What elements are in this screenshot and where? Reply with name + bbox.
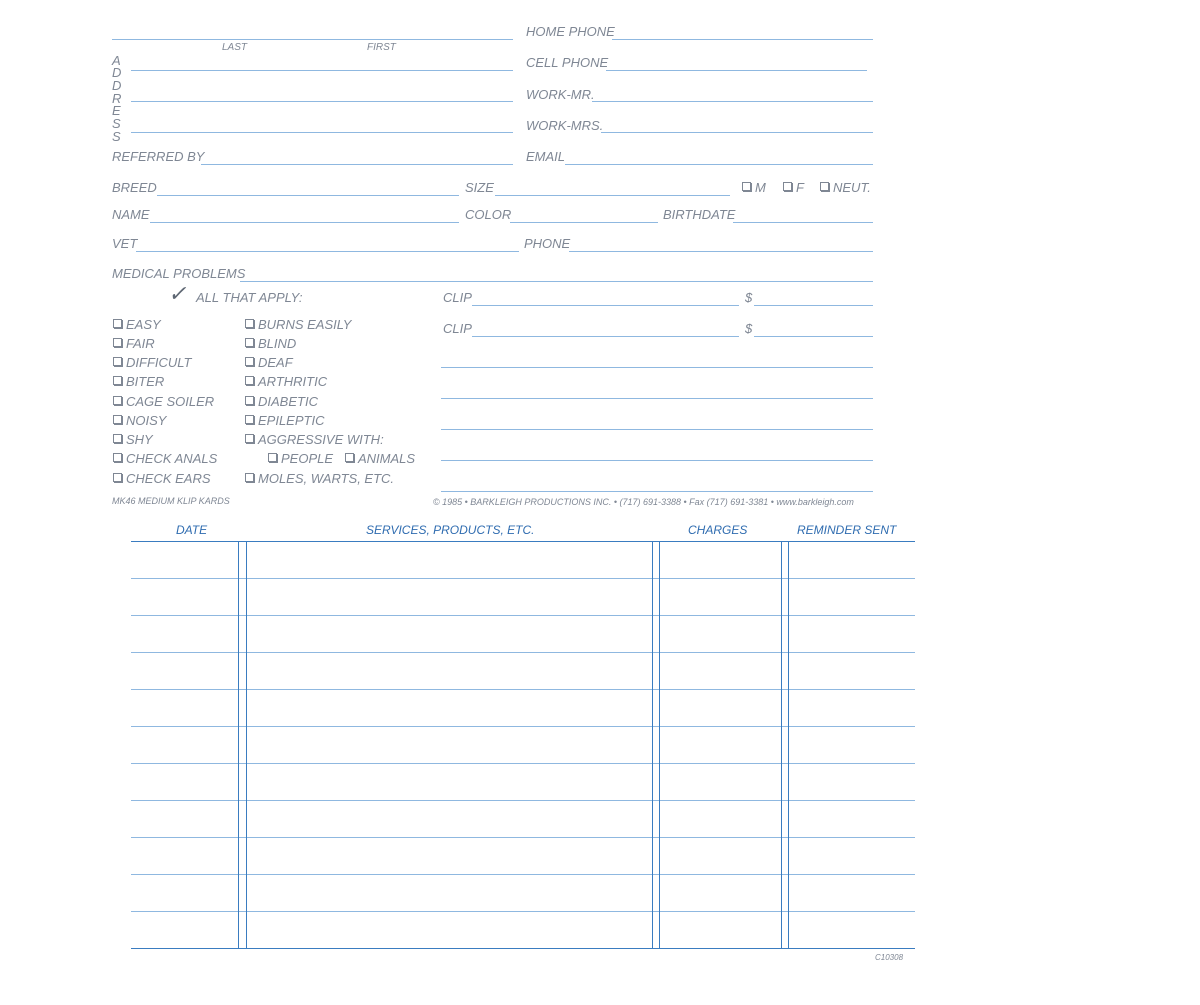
clip-line-2[interactable] <box>472 336 739 337</box>
corner-code: C10308 <box>875 953 904 962</box>
neut-checkbox[interactable] <box>820 181 871 195</box>
vet-phone-label: PHONE <box>524 236 571 251</box>
table-row[interactable] <box>131 912 915 947</box>
checkbox-icon <box>113 376 122 385</box>
checkbox-aggressive-with[interactable] <box>245 433 384 447</box>
checkbox-icon <box>113 338 122 347</box>
checkbox-shy[interactable] <box>113 433 153 447</box>
checkbox-label: MOLES, WARTS, ETC. <box>258 471 395 486</box>
checkbox-icon <box>113 434 122 443</box>
checkbox-icon <box>113 473 122 482</box>
checkbox-label: AGGRESSIVE WITH: <box>258 432 384 447</box>
checkbox-animals[interactable] <box>345 452 415 466</box>
column-divider <box>659 541 660 948</box>
notes-line[interactable] <box>441 367 873 368</box>
notes-line[interactable] <box>441 460 873 461</box>
notes-line[interactable] <box>441 491 873 492</box>
home-phone-label: HOME PHONE <box>526 24 615 39</box>
clip-price-symbol-2: $ <box>745 321 753 336</box>
email-line[interactable] <box>565 164 873 165</box>
sex-m-label: M <box>755 180 766 195</box>
checkbox-burns-easily[interactable] <box>245 318 351 332</box>
checkbox-label: BLIND <box>258 336 297 351</box>
checkbox-label: BURNS EASILY <box>258 317 352 332</box>
vet-label: VET <box>112 236 138 251</box>
checkbox-label: DIFFICULT <box>126 355 192 370</box>
sex-m-checkbox[interactable] <box>742 181 766 195</box>
checkbox-epileptic[interactable] <box>245 414 324 428</box>
checkbox-label: PEOPLE <box>281 451 334 466</box>
address-letter: S <box>112 129 121 144</box>
address-line-1[interactable] <box>131 70 513 71</box>
address-letter: D <box>112 65 122 80</box>
table-row[interactable] <box>131 838 915 873</box>
home-phone-line[interactable] <box>612 39 873 40</box>
checkbox-label: EASY <box>126 317 161 332</box>
column-divider <box>652 541 653 948</box>
neut-label: NEUT. <box>833 180 871 195</box>
table-row[interactable] <box>131 542 915 577</box>
all-that-apply-label: ALL THAT APPLY: <box>196 290 303 305</box>
checkbox-moles-warts[interactable] <box>245 472 394 486</box>
checkbox-icon <box>113 415 122 424</box>
checkbox-label: BITER <box>126 374 165 389</box>
work-mrs-line[interactable] <box>601 132 873 133</box>
name-line[interactable] <box>112 39 513 40</box>
checkbox-diabetic[interactable] <box>245 395 318 409</box>
checkbox-people[interactable] <box>268 452 333 466</box>
checkbox-label: EPILEPTIC <box>258 413 325 428</box>
column-divider <box>781 541 782 948</box>
address-letter: E <box>112 103 121 118</box>
checkbox-icon <box>783 182 792 191</box>
first-label: FIRST <box>367 42 396 53</box>
address-letter: D <box>112 78 122 93</box>
column-divider <box>238 541 239 948</box>
address-letter: S <box>112 116 121 131</box>
address-line-3[interactable] <box>131 132 513 133</box>
breed-label: BREED <box>112 180 157 195</box>
checkbox-label: CHECK EARS <box>126 471 211 486</box>
table-row[interactable] <box>131 727 915 762</box>
clip-price-symbol-1: $ <box>745 290 753 305</box>
clip-price-line-2[interactable] <box>754 336 873 337</box>
size-label: SIZE <box>465 180 494 195</box>
checkbox-icon <box>245 434 254 443</box>
checkbox-icon <box>742 182 751 191</box>
referred-by-line[interactable] <box>201 164 513 165</box>
table-row[interactable] <box>131 616 915 651</box>
address-line-2[interactable] <box>131 101 513 102</box>
table-row[interactable] <box>131 875 915 910</box>
checkbox-noisy[interactable] <box>113 414 166 428</box>
last-label: LAST <box>222 42 248 53</box>
column-header-services: SERVICES, PRODUCTS, ETC. <box>366 523 535 537</box>
clip-price-line-1[interactable] <box>754 305 873 306</box>
checkbox-icon <box>245 357 254 366</box>
checkbox-difficult[interactable] <box>113 356 191 370</box>
address-letter: A <box>112 53 121 68</box>
checkbox-label: ANIMALS <box>358 451 416 466</box>
color-label: COLOR <box>465 207 512 222</box>
clip-label-2: CLIP <box>443 321 472 336</box>
notes-line[interactable] <box>441 398 873 399</box>
checkbox-label: CAGE SOILER <box>126 394 215 409</box>
work-mr-line[interactable] <box>592 101 873 102</box>
sex-f-checkbox[interactable] <box>783 181 804 195</box>
referred-by-label: REFERRED BY <box>112 149 205 164</box>
checkbox-fair[interactable] <box>113 337 155 351</box>
checkbox-icon <box>345 453 354 462</box>
email-label: EMAIL <box>526 149 566 164</box>
checkbox-blind[interactable] <box>245 337 296 351</box>
table-row[interactable] <box>131 764 915 799</box>
medical-problems-label: MEDICAL PROBLEMS <box>112 266 246 281</box>
checkbox-arthritic[interactable] <box>245 375 327 389</box>
table-row[interactable] <box>131 579 915 614</box>
checkbox-icon <box>245 376 254 385</box>
table-row[interactable] <box>131 690 915 725</box>
medical-problems-line[interactable] <box>240 281 873 282</box>
checkbox-label: FAIR <box>126 336 155 351</box>
checkbox-easy[interactable] <box>113 318 161 332</box>
vet-phone-line[interactable] <box>569 251 873 252</box>
checkbox-deaf[interactable] <box>245 356 293 370</box>
pet-name-line[interactable] <box>150 222 459 223</box>
checkbox-check-ears[interactable] <box>113 472 211 486</box>
checkbox-icon <box>820 182 829 191</box>
checkbox-icon <box>245 338 254 347</box>
checkbox-label: NOISY <box>126 413 167 428</box>
checkbox-label: ARTHRITIC <box>258 374 328 389</box>
vet-line[interactable] <box>136 251 519 252</box>
address-letter: R <box>112 91 122 106</box>
checkbox-check-anals[interactable] <box>113 452 217 466</box>
checkmark-icon: ✓ <box>168 281 187 306</box>
checkbox-label: DIABETIC <box>258 394 318 409</box>
product-code: MK46 MEDIUM KLIP KARDS <box>112 496 230 506</box>
birthdate-line[interactable] <box>733 222 873 223</box>
checkbox-icon <box>245 473 254 482</box>
notes-line[interactable] <box>441 429 873 430</box>
checkbox-icon <box>245 415 254 424</box>
checkbox-biter[interactable] <box>113 375 164 389</box>
column-header-date: DATE <box>176 523 208 537</box>
clip-line-1[interactable] <box>472 305 739 306</box>
pet-name-label: NAME <box>112 207 150 222</box>
table-row-line <box>131 948 915 949</box>
clip-label-1: CLIP <box>443 290 472 305</box>
column-header-charges: CHARGES <box>688 523 748 537</box>
checkbox-icon <box>113 396 122 405</box>
color-line[interactable] <box>510 222 658 223</box>
checkbox-icon <box>113 319 122 328</box>
checkbox-icon <box>245 319 254 328</box>
work-mrs-label: WORK-MRS. <box>526 118 604 133</box>
column-header-reminder-sent: REMINDER SENT <box>797 523 897 537</box>
checkbox-label: DEAF <box>258 355 293 370</box>
column-divider <box>246 541 247 948</box>
checkbox-label: CHECK ANALS <box>126 451 218 466</box>
birthdate-label: BIRTHDATE <box>663 207 736 222</box>
cell-phone-line[interactable] <box>606 70 867 71</box>
checkbox-icon <box>245 396 254 405</box>
checkbox-icon <box>113 453 122 462</box>
size-line[interactable] <box>495 195 730 196</box>
copyright-text: © 1985 • BARKLEIGH PRODUCTIONS INC. • (717) 691-3388 • Fax (717) 691-3381 • www.barkleigh.com <box>433 497 854 507</box>
checkbox-icon <box>268 453 277 462</box>
sex-f-label: F <box>796 180 804 195</box>
breed-line[interactable] <box>157 195 459 196</box>
table-row[interactable] <box>131 801 915 836</box>
table-row[interactable] <box>131 653 915 688</box>
checkbox-icon <box>113 357 122 366</box>
column-divider <box>788 541 789 948</box>
checkbox-cage-soiler[interactable] <box>113 395 214 409</box>
checkbox-label: SHY <box>126 432 153 447</box>
cell-phone-label: CELL PHONE <box>526 55 609 70</box>
work-mr-label: WORK-MR. <box>526 87 595 102</box>
